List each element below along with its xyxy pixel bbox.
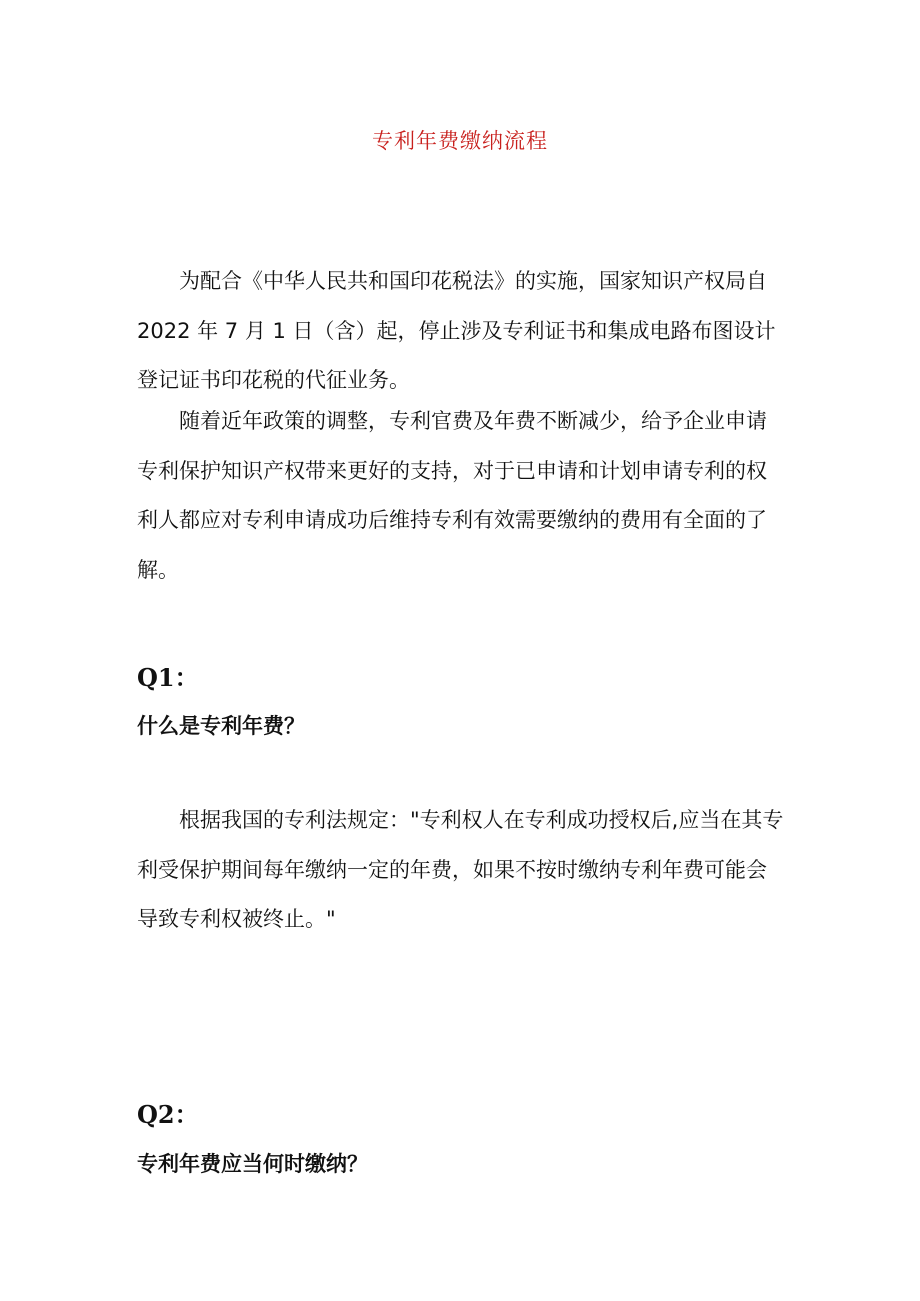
intro-paragraph-1: 为配合《中华人民共和国印花税法》的实施，国家知识产权局自 2022 年 7 月 1 日（含）起，停止涉及专利证书和集成电路布图设计登记证书印花税的代征业务。 bbox=[137, 269, 776, 392]
q2-question: 专利年费应当何时缴纳？ bbox=[137, 1152, 368, 1176]
intro-paragraph-2: 随着近年政策的调整，专利官费及年费不断减少，给予企业申请专利保护知识产权带来更好的支持，对于已申请和计划申请专利的权利人都应对专利申请成功后维持专利有效需要缴纳的费用有全面的了解。 bbox=[137, 409, 767, 582]
q1-label: Q1： bbox=[137, 663, 199, 692]
q2-label: Q2： bbox=[137, 1100, 199, 1129]
document-title: 专利年费缴纳流程 bbox=[372, 129, 548, 153]
q1-answer: 根据我国的专利法规定："专利权人在专利成功授权后,应当在其专利受保护期间每年缴纳一定的年费，如果不按时缴纳专利年费可能会导致专利权被终止。" bbox=[137, 808, 784, 931]
q1-question: 什么是专利年费？ bbox=[137, 714, 305, 738]
